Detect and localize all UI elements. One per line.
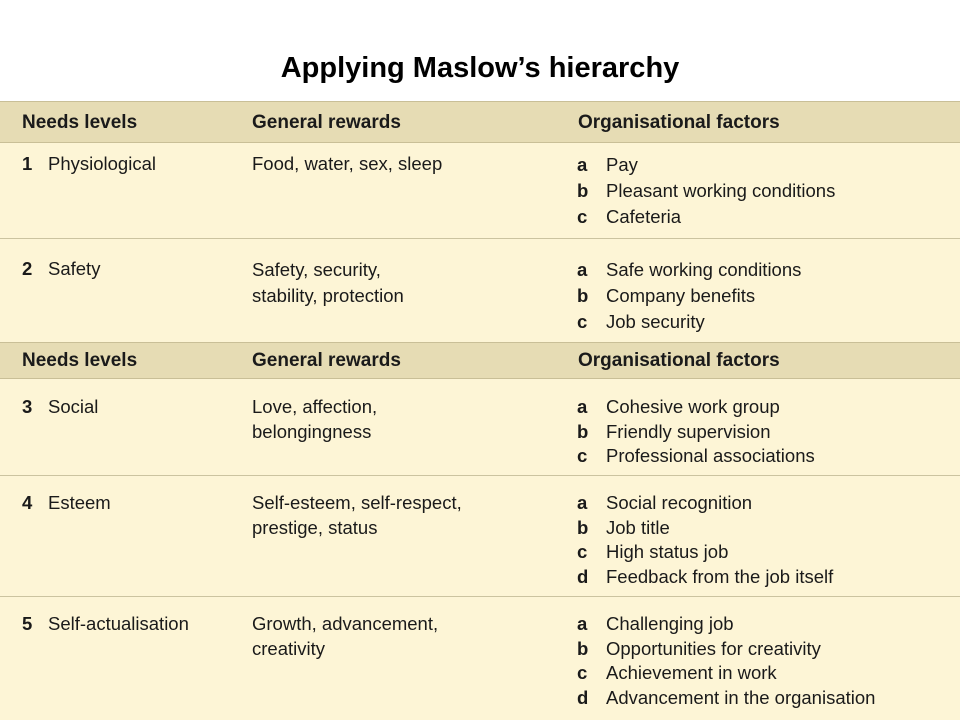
factor-letter: c <box>577 311 588 332</box>
factor-text: Opportunities for creativity <box>606 637 821 659</box>
factor-letter: c <box>577 206 588 227</box>
header-general-rewards: General rewards <box>252 112 401 133</box>
level-name: Self-actualisation <box>48 613 189 634</box>
row-divider <box>0 238 960 239</box>
factor-item <box>577 612 957 637</box>
factor-item <box>577 565 957 590</box>
factor-text: Feedback from the job itself <box>606 565 834 587</box>
row-divider <box>0 596 960 597</box>
factor-letter: b <box>577 420 589 442</box>
factor-letter: c <box>577 541 588 562</box>
factor-letter: b <box>577 285 589 306</box>
factor-item <box>577 395 957 420</box>
factor-text: Cafeteria <box>606 206 682 227</box>
factor-item <box>577 491 957 516</box>
factor-text: Job security <box>606 311 705 332</box>
table-header <box>0 101 960 143</box>
factor-text: Pleasant working conditions <box>606 180 836 201</box>
factors-cell <box>577 257 957 335</box>
factor-text: Advancement in the organisation <box>606 686 876 708</box>
factor-letter: b <box>577 516 589 538</box>
header-organisational-factors: Organisational factors <box>578 112 780 133</box>
factor-item <box>577 152 957 178</box>
factor-text: Company benefits <box>606 285 756 306</box>
needs-level-cell <box>22 612 189 637</box>
table-header <box>0 342 960 379</box>
factor-text: Professional associations <box>606 445 815 466</box>
factor-letter: a <box>577 396 588 417</box>
needs-level-cell <box>22 395 98 420</box>
factor-text: Friendly supervision <box>606 420 771 442</box>
needs-level-cell <box>22 152 156 177</box>
factor-letter: c <box>577 445 588 466</box>
level-number: 3 <box>22 396 33 417</box>
reward-line: Growth, advancement, <box>252 613 439 634</box>
factor-letter: d <box>577 686 589 708</box>
level-name: Social <box>48 396 99 417</box>
level-name: Physiological <box>48 153 156 174</box>
header-needs-levels: Needs levels <box>22 112 138 133</box>
factor-item <box>577 686 957 711</box>
factor-letter: a <box>577 492 588 513</box>
factor-item <box>577 661 957 686</box>
reward-line: prestige, status <box>252 516 378 538</box>
level-number: 5 <box>22 613 33 634</box>
factors-cell <box>577 491 957 589</box>
reward-line: Safety, security, <box>252 259 381 280</box>
factor-letter: a <box>577 154 588 175</box>
reward-line: creativity <box>252 637 325 659</box>
reward-line: Self-esteem, self-respect, <box>252 492 462 513</box>
factors-cell <box>577 612 957 710</box>
reward-line: stability, protection <box>252 285 404 306</box>
needs-level-cell <box>22 491 111 516</box>
factor-text: Social recognition <box>606 492 753 513</box>
rewards-cell <box>252 395 552 444</box>
header-needs-levels: Needs levels <box>22 350 138 371</box>
reward-line: Food, water, sex, sleep <box>252 153 443 174</box>
factor-text: Cohesive work group <box>606 396 780 417</box>
factor-item <box>577 516 957 541</box>
factor-text: Job title <box>606 516 670 538</box>
rewards-cell <box>252 152 552 177</box>
level-number: 1 <box>22 153 33 174</box>
needs-level-cell <box>22 257 100 282</box>
factor-item <box>577 204 957 230</box>
factor-item <box>577 420 957 445</box>
level-number: 4 <box>22 492 33 513</box>
level-name: Esteem <box>48 492 111 513</box>
factor-text: Achievement in work <box>606 662 777 683</box>
factor-item <box>577 309 957 335</box>
factor-item <box>577 178 957 204</box>
page-title: Applying Maslow’s hierarchy <box>280 52 680 84</box>
factor-text: Challenging job <box>606 613 734 634</box>
factor-item <box>577 283 957 309</box>
factor-item <box>577 444 957 469</box>
factor-letter: d <box>577 565 589 587</box>
row-divider <box>0 475 960 476</box>
rewards-cell <box>252 491 552 540</box>
header-organisational-factors: Organisational factors <box>578 350 780 371</box>
level-number: 2 <box>22 258 33 279</box>
factor-item <box>577 637 957 662</box>
reward-line: belongingness <box>252 420 372 442</box>
factor-text: High status job <box>606 541 729 562</box>
factor-text: Pay <box>606 154 638 175</box>
factor-item <box>577 257 957 283</box>
factor-letter: b <box>577 180 589 201</box>
header-general-rewards: General rewards <box>252 350 401 371</box>
factor-letter: a <box>577 259 588 280</box>
maslow-table <box>0 101 960 720</box>
factor-letter: c <box>577 662 588 683</box>
factors-cell <box>577 395 957 469</box>
level-name: Safety <box>48 258 101 279</box>
reward-line: Love, affection, <box>252 396 378 417</box>
rewards-cell <box>252 612 552 661</box>
factor-item <box>577 540 957 565</box>
rewards-cell <box>252 257 552 309</box>
factor-letter: b <box>577 637 589 659</box>
factor-letter: a <box>577 613 588 634</box>
factors-cell <box>577 152 957 230</box>
factor-text: Safe working conditions <box>606 259 802 280</box>
